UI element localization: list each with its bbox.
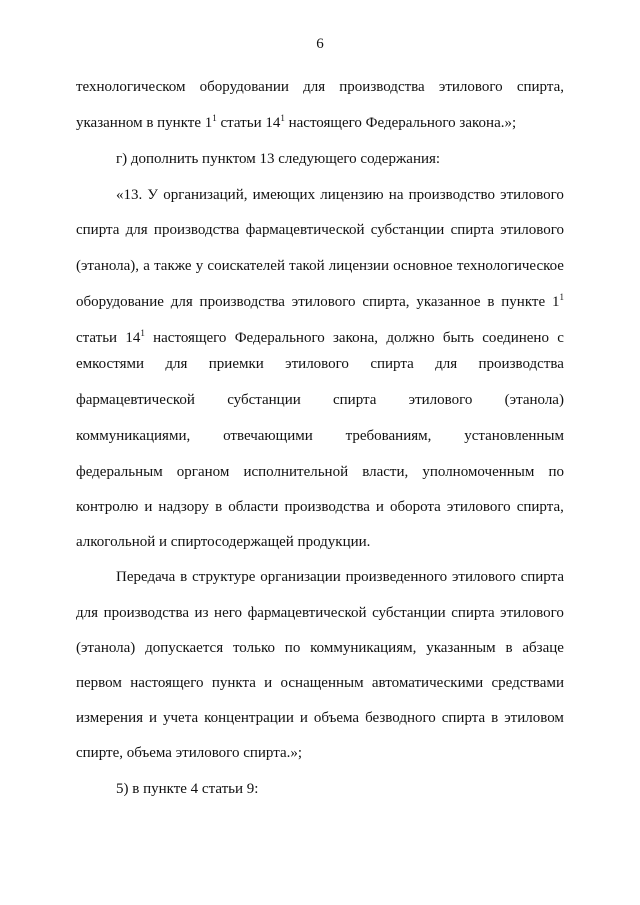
word: уполномоченным [422,464,535,480]
word: структуре [192,569,256,585]
word: автоматическими [371,675,484,691]
word: у [195,258,204,274]
word: приемки [208,356,264,372]
word: в [487,294,495,310]
word: контролю [76,499,139,515]
text-line-12 [76,462,564,482]
word: в [505,640,513,656]
word: и [144,499,153,515]
word: спирта [520,569,564,585]
word: этилового [291,294,356,310]
word: соискателей [207,258,285,274]
text-line-19 [76,708,564,728]
word: для [303,79,326,95]
word: требованиям, [345,428,432,444]
word: области [228,499,279,515]
text-line-6 [76,256,564,276]
text-line-2 [76,113,564,133]
text-line-1 [76,77,564,97]
text-segment: 1 [551,294,560,310]
word: (этанола) [76,640,136,656]
word: абзаце [522,640,564,656]
text-line-14: алкогольной и спиртосодержащей продукции. [76,534,371,550]
superscript: 1 [559,292,564,302]
word: этилового [446,499,511,515]
word: спирта [441,710,486,726]
word: спирта, [516,499,564,515]
word: такой [289,258,325,274]
superscript: 1 [280,113,285,123]
word: в [180,569,188,585]
word: для [435,356,458,372]
word: федеральным [76,464,163,480]
word: в [491,710,499,726]
word: установленным [464,428,564,444]
word: с [557,330,564,346]
word: спирта [333,392,377,408]
word: пункта [211,675,256,691]
text-line-8 [76,328,564,348]
word: безводного [365,710,436,726]
word: допускается [145,640,224,656]
word: этилового [500,222,564,238]
word: субстанции [372,605,446,621]
word: технологическое [456,258,564,274]
word-with-superscript [125,328,145,348]
word: первом [76,675,122,691]
word: в [215,499,223,515]
word: организаций, [163,187,248,203]
word: фармацевтической [76,392,195,408]
word: настоящего [153,330,227,346]
word: для [125,222,148,238]
word: средствами [491,675,564,691]
word: указанным [426,640,496,656]
word: и [264,675,273,691]
text-line-21: 5) в пункте 4 статьи 9: [116,781,259,797]
word: этиловом [504,710,564,726]
text-line-13 [76,497,564,517]
word: для [165,356,188,372]
word: технологическом [76,79,186,95]
text-line-18 [76,673,564,693]
word: произведенного [345,569,448,585]
word: этилового [500,187,564,203]
word: по [284,640,301,656]
text-segment: настоящего Федерального закона.»; [284,115,517,131]
word: по [548,464,564,480]
text-segment: 14 [125,330,141,346]
word: этилового [438,79,503,95]
superscript: 1 [212,113,217,123]
word: производства [103,605,189,621]
word: пункте [501,294,546,310]
word: производства [339,79,425,95]
text-segment: статьи 14 [216,115,281,131]
word: спирта [451,605,495,621]
word: измерения [76,710,144,726]
word: этилового [500,605,564,621]
word: этилового [285,356,349,372]
word: быть [442,330,474,346]
word: У [147,187,159,203]
word: указанное [416,294,481,310]
word: закона, [333,330,379,346]
word: должно [386,330,435,346]
word: организации [260,569,341,585]
word: оборота [390,499,441,515]
word: статьи [76,330,118,346]
text-line-9 [76,354,564,374]
word: и [299,710,308,726]
word: основное [393,258,453,274]
word: субстанции [370,222,445,238]
word: Передача [116,569,176,585]
word: производства [153,222,240,238]
word: (этанола) [504,392,564,408]
word: из [194,605,209,621]
word: имеющих [252,187,316,203]
word: для [170,294,193,310]
word: этилового [408,392,473,408]
word: также [154,258,192,274]
word: оснащенным [280,675,364,691]
text-line-17 [76,638,564,658]
word: а [143,258,150,274]
word: спирта, [516,79,564,95]
word: фармацевтической [247,605,367,621]
word: спирта, [362,294,410,310]
superscript: 1 [140,328,145,338]
word: лицензию [320,187,384,203]
word: (этанола), [76,258,140,274]
text-line-11 [76,426,564,446]
word: концентрации [204,710,294,726]
word: лицензии [328,258,389,274]
text-line-10 [76,390,564,410]
word: соединено [482,330,549,346]
word: настоящего [130,675,204,691]
word: коммуникациями, [76,428,191,444]
word: спирта [450,222,494,238]
text-line-20: спирте, объема этилового спирта.»; [76,745,303,761]
word: производства [284,499,370,515]
word: отвечающими [223,428,313,444]
word: объема [313,710,360,726]
word: на [388,187,404,203]
text-line-16 [76,603,564,623]
word: учета [163,710,199,726]
word: спирта [76,222,120,238]
word: этилового [451,569,516,585]
word: надзору [158,499,210,515]
word: «13. [116,187,143,203]
word: коммуникациям, [310,640,417,656]
word-with-superscript [552,292,564,312]
word: производства [478,356,564,372]
word: оборудование [76,294,164,310]
word: Федерального [234,330,325,346]
word: только [232,640,275,656]
text-line-3: г) дополнить пунктом 13 следующего содержания: [116,151,441,167]
word: емкостями [76,356,144,372]
word: и [375,499,384,515]
word: производства [199,294,285,310]
word: него [214,605,243,621]
word: субстанции [227,392,301,408]
word: производство [408,187,495,203]
word: власти, [362,464,409,480]
text-line-15 [116,567,564,587]
word: фармацевтической [245,222,365,238]
word: исполнительной [243,464,349,480]
word: органом [176,464,230,480]
word: спирта [370,356,414,372]
word: оборудовании [199,79,289,95]
word: для [76,605,99,621]
text-segment: указанном в пункте 1 [76,115,213,131]
text-line-4 [116,185,564,205]
word: и [149,710,158,726]
text-line-7 [76,292,564,312]
text-line-5 [76,220,564,240]
page-number: 6 [316,36,324,52]
